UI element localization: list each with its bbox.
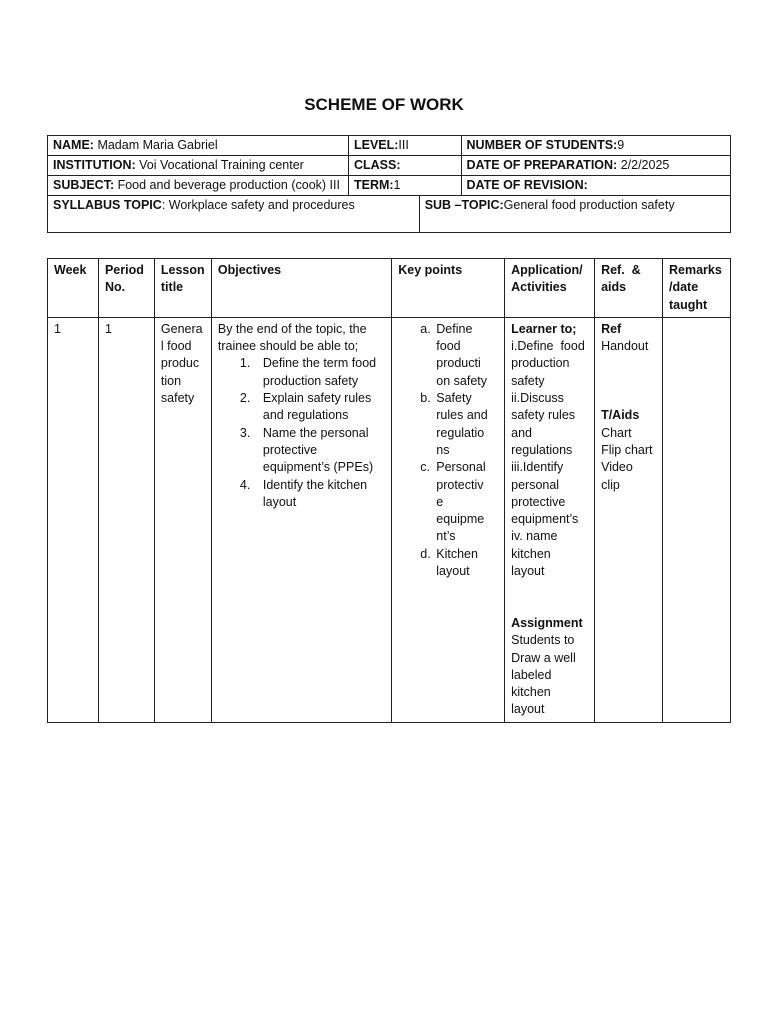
col-period — [98, 259, 154, 318]
col-lesson-label-1: Lesson — [160, 263, 205, 277]
col-application — [505, 259, 595, 318]
list-text: Define the term food — [262, 356, 377, 371]
assignment-line: Students to — [511, 633, 575, 648]
revision-label: DATE OF REVISION: — [466, 178, 588, 192]
col-remarks — [662, 259, 730, 318]
list-number: 1. — [239, 356, 251, 371]
table-row — [48, 317, 731, 722]
scheme-header-row — [48, 259, 731, 318]
level-label: LEVEL: — [353, 138, 399, 152]
aid-line: Chart — [601, 425, 632, 440]
list-letter: b. — [420, 391, 431, 406]
list-text: Name the personal — [262, 425, 369, 440]
list-text: Personal — [436, 460, 486, 475]
list-text: equipment’s (PPEs) — [262, 460, 374, 475]
subtopic-value: General food production safety — [503, 198, 675, 212]
assignment-heading: Assignment — [511, 615, 583, 630]
spacer — [601, 373, 656, 390]
syllabus-value: : Workplace safety and procedures — [161, 198, 355, 212]
objectives-list — [218, 355, 385, 511]
info-row-1 — [48, 136, 731, 156]
learner-heading: Learner to; — [511, 321, 577, 336]
name-cell — [48, 136, 349, 156]
list-text: nt’s — [436, 529, 456, 544]
keypoints-cell — [392, 317, 505, 722]
name-label: NAME: — [53, 138, 94, 152]
institution-label: INSTITUTION: — [53, 158, 136, 172]
activity-line: safety rules — [511, 408, 576, 423]
ref-aids-cell — [595, 317, 663, 722]
col-ref-label-2: aids — [601, 280, 627, 295]
list-text: equipme — [436, 512, 485, 527]
activity-line: i.Define food — [511, 339, 585, 354]
col-application-label-2: Activities — [511, 280, 567, 295]
revision-cell — [461, 176, 730, 196]
list-text: protectiv — [436, 477, 484, 492]
class-cell — [348, 156, 461, 176]
week-cell: 1 — [48, 317, 99, 722]
list-text: rules and — [436, 408, 488, 423]
list-text: protective — [262, 442, 318, 457]
col-ref — [595, 259, 663, 318]
col-objectives — [211, 259, 391, 318]
objectives-intro-line: trainee should be able to; — [217, 339, 359, 354]
list-text: food — [436, 339, 461, 354]
aid-line: Flip chart — [601, 442, 653, 457]
list-text: Identify the kitchen — [262, 477, 368, 492]
spacer — [601, 355, 656, 372]
list-text: and regulations — [262, 408, 349, 423]
list-number: 3. — [239, 425, 251, 440]
activity-line: layout — [511, 564, 545, 579]
term-value: 1 — [393, 178, 401, 192]
assignment-line: layout — [511, 702, 545, 717]
col-ref-label-1: Ref. & — [601, 263, 641, 277]
col-period-label-2: No. — [104, 280, 126, 295]
list-text: producti — [436, 356, 481, 371]
col-keypoints — [392, 259, 505, 318]
subtopic-label: SUB –TOPIC: — [424, 198, 504, 212]
list-text: ns — [436, 442, 450, 457]
document-title: SCHEME OF WORK — [304, 95, 464, 114]
col-application-label-1: Application/ — [511, 263, 583, 277]
list-letter: c. — [420, 460, 430, 475]
activity-line: personal — [511, 477, 560, 492]
col-period-label-1: Period — [104, 263, 144, 277]
scheme-table — [47, 258, 731, 723]
assignment-line: kitchen — [511, 685, 551, 700]
list-text: Explain safety rules — [262, 391, 372, 406]
spacer — [601, 390, 656, 407]
info-row-2 — [48, 156, 731, 176]
objectives-intro-line: By the end of the topic, the — [217, 321, 367, 336]
institution-cell — [48, 156, 349, 176]
aid-line: Video — [601, 460, 633, 475]
col-lesson — [154, 259, 211, 318]
list-text: Safety — [436, 391, 472, 406]
level-value: III — [398, 138, 409, 152]
activity-line: regulations — [511, 442, 573, 457]
sub-topic-cell — [419, 196, 730, 233]
activity-line: safety — [511, 373, 545, 388]
col-remarks-label-1: Remarks — [668, 263, 722, 277]
col-remarks-label-2: /date — [668, 280, 699, 295]
list-text: layout — [436, 564, 470, 579]
activity-line: iv. name — [511, 529, 558, 544]
activity-line: kitchen — [511, 546, 551, 561]
institution-value: Voi Vocational Training center — [135, 158, 304, 172]
col-lesson-label-2: title — [160, 280, 184, 295]
period-cell: 1 — [98, 317, 154, 722]
lesson-line: l food — [160, 339, 192, 354]
list-item — [398, 546, 498, 581]
keypoints-list — [398, 321, 498, 580]
lesson-line: Genera — [160, 321, 203, 336]
activity-line: equipment’s — [511, 512, 579, 527]
spacer — [511, 580, 588, 597]
activities-cell — [505, 317, 595, 722]
preparation-cell — [461, 156, 730, 176]
term-label: TERM: — [353, 178, 394, 192]
assignment-line: Draw a well — [511, 650, 576, 665]
list-item — [398, 390, 498, 459]
list-text: layout — [262, 494, 297, 509]
col-week — [48, 259, 99, 318]
list-number: 4. — [239, 477, 251, 492]
level-cell — [348, 136, 461, 156]
col-remarks-label-3: taught — [668, 297, 708, 312]
lesson-line: safety — [160, 391, 195, 406]
activity-line: ii.Discuss — [511, 391, 564, 406]
lesson-line: tion — [160, 373, 182, 388]
syllabus-topic-cell — [48, 196, 420, 233]
info-row-4 — [48, 196, 731, 233]
list-text: production safety — [262, 373, 359, 388]
activity-line: production — [511, 356, 570, 371]
ref-heading: Ref — [601, 321, 622, 336]
list-number: 2. — [239, 391, 251, 406]
activity-line: iii.Identify — [511, 460, 564, 475]
students-value: 9 — [617, 138, 625, 152]
term-cell — [348, 176, 461, 196]
info-row-3 — [48, 176, 731, 196]
objectives-cell — [211, 317, 391, 722]
activity-line: protective — [511, 494, 566, 509]
list-text: Kitchen — [436, 546, 478, 561]
col-week-label: Week — [54, 263, 87, 277]
list-item — [218, 477, 385, 512]
preparation-value: 2/2/2025 — [617, 158, 670, 172]
list-letter: a. — [420, 321, 431, 336]
list-text: on safety — [436, 373, 487, 388]
syllabus-label: SYLLABUS TOPIC — [53, 198, 162, 212]
list-item — [398, 321, 498, 390]
activity-line: and — [511, 425, 532, 440]
subject-value: Food and beverage production (cook) III — [114, 178, 340, 192]
class-label: CLASS: — [353, 158, 401, 172]
col-keypoints-label: Key points — [398, 263, 463, 277]
students-cell — [461, 136, 730, 156]
students-label: NUMBER OF STUDENTS: — [466, 138, 618, 152]
preparation-label: DATE OF PREPARATION: — [466, 158, 618, 172]
ref-value: Handout — [601, 339, 649, 354]
lesson-line: produc — [160, 356, 200, 371]
lesson-title-cell — [154, 317, 211, 722]
header-info-table — [47, 135, 731, 233]
list-text: regulatio — [436, 425, 485, 440]
assignment-line: labeled — [511, 667, 552, 682]
remarks-cell — [662, 317, 730, 722]
col-objectives-label: Objectives — [217, 263, 282, 277]
name-value: Madam Maria Gabriel — [93, 138, 218, 152]
list-letter: d. — [420, 546, 431, 561]
list-text: Define — [436, 321, 473, 336]
list-text: e — [436, 494, 444, 509]
list-item — [218, 390, 385, 425]
aid-line: clip — [601, 477, 620, 492]
subject-cell — [48, 176, 349, 196]
subject-label: SUBJECT: — [53, 178, 115, 192]
aids-heading: T/Aids — [601, 408, 640, 423]
list-item — [218, 425, 385, 477]
spacer — [511, 598, 588, 615]
list-item — [398, 459, 498, 545]
list-item — [218, 355, 385, 390]
